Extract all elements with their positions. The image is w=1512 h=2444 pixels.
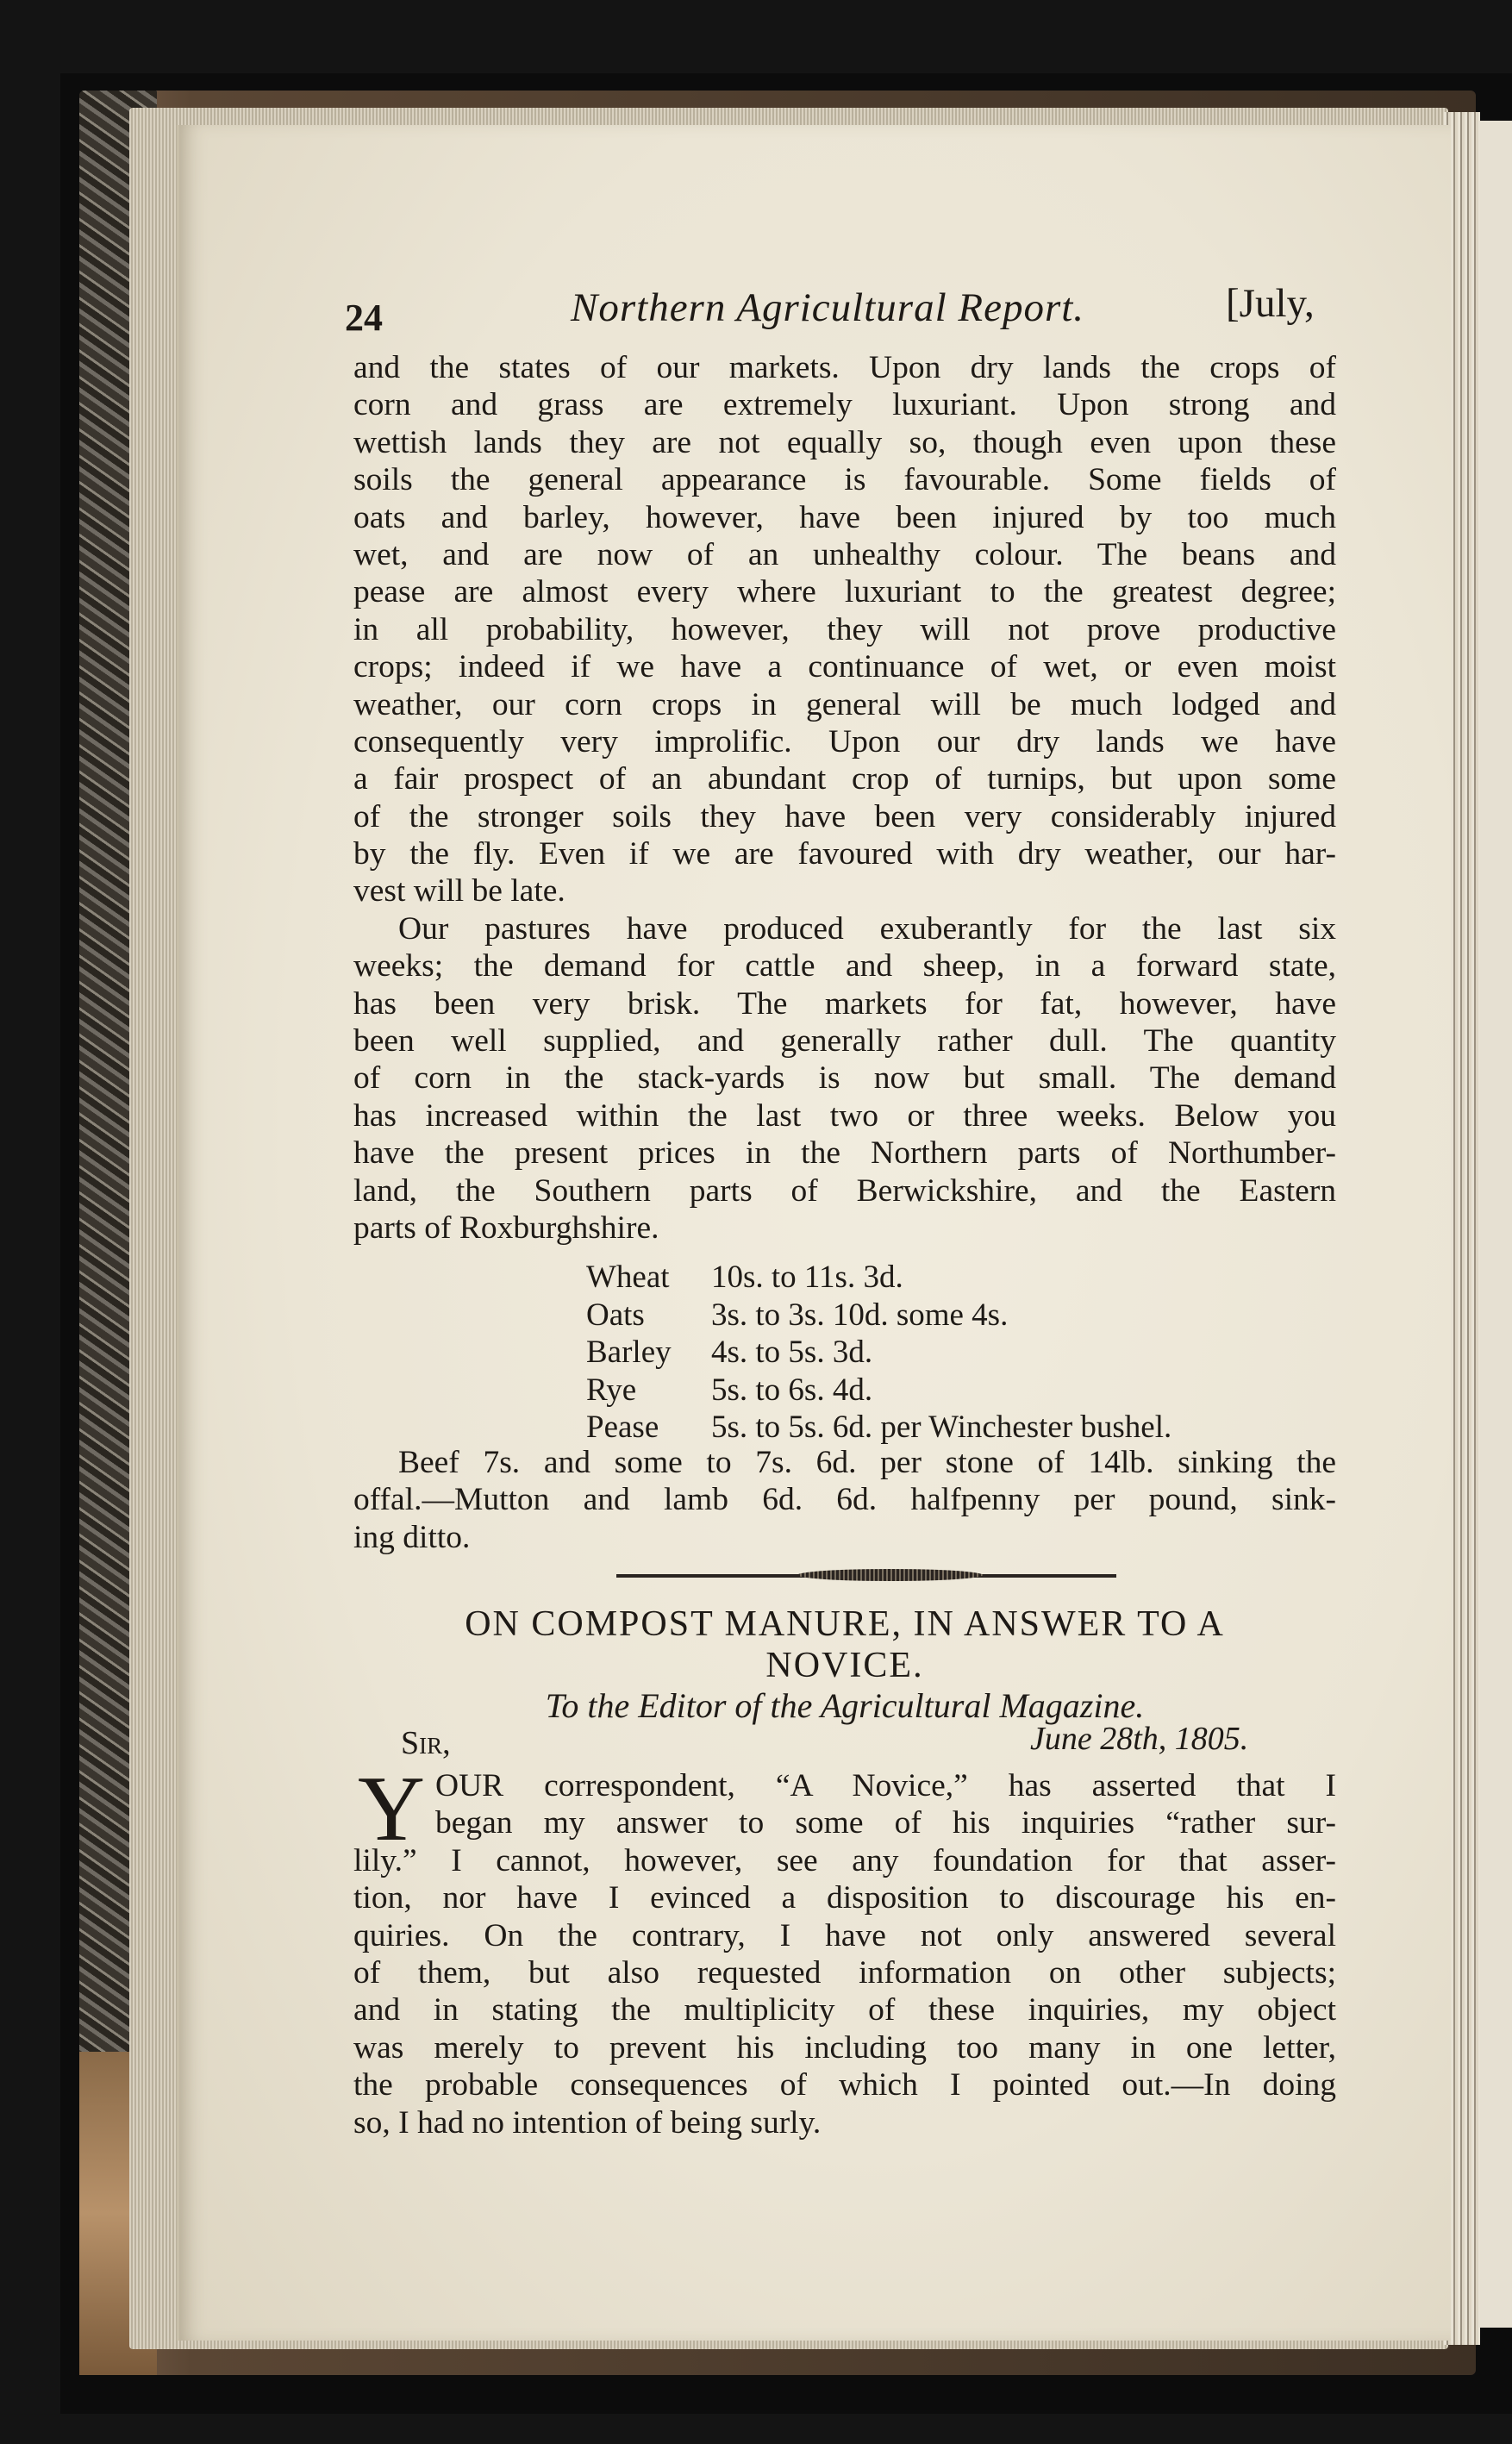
salutation: Sir, [401,1725,451,1761]
grain-name: Oats [586,1297,645,1333]
report-text [353,349,1336,1247]
running-head: Northern Agricultural Report. [571,285,1085,330]
text-line: and the states of our markets. Upon dry lands the crops of [353,350,1336,385]
grain-name: Wheat [586,1260,670,1295]
text-line: has increased within the last two or three weeks. Below you [353,1097,1336,1134]
grain-price: 4s. to 5s. 3d. [711,1335,873,1370]
article-title-line: ON COMPOST MANURE, IN ANSWER TO A [465,1604,1225,1644]
grain-name: Rye [586,1372,637,1408]
text-line: corn and grass are extremely luxuriant. Upon strong and [353,387,1336,423]
letter-date [1030,1720,1248,1758]
grain-price: 5s. to 5s. 6d. per Winchester bushel. [711,1410,1172,1445]
grain-price: 5s. to 6s. 4d. [711,1372,873,1408]
text-line: lily.” I cannot, however, see any foundation for that asser- [353,1842,1336,1878]
text-line: land, the Southern parts of Berwickshire, and the Eastern [353,1172,1336,1209]
text-line: have the present prices in the Northern parts of Northumber- [353,1135,1336,1172]
drop-cap: Y [358,1758,425,1860]
grain-name: Pease [586,1410,659,1445]
article-body [353,1767,1336,2141]
grain-price: 3s. to 3s. 10d. some 4s. [711,1297,1009,1333]
price-table [586,1259,1171,1447]
price-row [586,1409,1171,1447]
text-line: Our pastures have produced exuberantly for the last six [398,910,1336,947]
grain-price: 10s. to 11s. 3d. [711,1260,903,1295]
article-title-line: NOVICE. [765,1646,924,1685]
text-line: the probable consequences of which I pointed out.—In doing [353,2067,1336,2103]
text-line: Beef 7s. and some to 7s. 6d. per stone of 14lb. sinking the [398,1445,1336,1480]
text-line: crops; indeed if we have a continuance of wet, or even moist [353,649,1336,685]
text-line: weather, our corn crops in general will be much lodged and [353,686,1336,722]
text-line: quiries. On the contrary, I have not only answered several [353,1917,1336,1953]
text-line: consequently very improlific. Upon our dry lands we have [353,723,1336,759]
text-line: soils the general appearance is favourable. Some fields of [353,462,1336,498]
text-line: in all probability, however, they will not prove productive [353,611,1336,647]
text-line: was merely to prevent his including too many in one letter, [353,2029,1336,2066]
page-number: 24 [345,297,383,339]
divider-ornament [797,1569,983,1581]
text-line: wettish lands they are not equally so, though even upon these [353,424,1336,460]
running-head-date: [July, [1226,281,1315,326]
text-line: been well supplied, and generally rather dull. The quantity [353,1023,1336,1059]
text-line: weeks; the demand for cattle and sheep, in a forward state, [353,948,1336,984]
text-line: pease are almost every where luxuriant to the greatest degree; [353,574,1336,610]
text-line: ing ditto. [353,1519,471,1555]
text-line: OUR correspondent, “A Novice,” has asserted that I [435,1768,1336,1803]
text-line: offal.—Mutton and lamb 6d. 6d. halfpenny per pound, sink- [353,1482,1336,1518]
text-line: a fair prospect of an abundant crop of turnips, but upon some [353,761,1336,797]
price-row [586,1259,1171,1297]
text-line: of the stronger soils they have been very considerably injured [353,798,1336,834]
text-line: vest will be late. [353,873,565,909]
text-line: by the fly. Even if we are favoured with dry weather, our har- [353,836,1336,872]
price-row [586,1297,1171,1335]
page-header [345,280,1336,349]
text-line: of them, but also requested information on other subjects; [353,1954,1336,1991]
price-row [586,1372,1171,1410]
article-title [362,1603,1328,1686]
meat-prices-text [353,1444,1336,1556]
text-line: of corn in the stack-yards is now but small. The demand [353,1060,1336,1097]
letter-date-text: June 28th, 1805. [1030,1721,1249,1757]
text-line: has been very brisk. The markets for fat, however, have [353,985,1336,1022]
text-line: so, I had no intention of being surly. [353,2104,822,2141]
text-line: tion, nor have I evinced a disposition to discourage his en- [353,1880,1336,1916]
text-line: wet, and are now of an unhealthy colour. The beans and [353,536,1336,572]
text-line: and in stating the multiplicity of these inquiries, my object [353,1992,1336,2028]
price-row [586,1334,1171,1372]
text-line: parts of Roxburghshire. [353,1209,659,1246]
article-addressee: To the Editor of the Agricultural Magazine. [545,1686,1145,1725]
text-line: oats and barley, however, have been injured by too much [353,499,1336,535]
text-line: began my answer to some of his inquiries “rather sur- [435,1805,1336,1841]
grain-name: Barley [586,1335,672,1370]
